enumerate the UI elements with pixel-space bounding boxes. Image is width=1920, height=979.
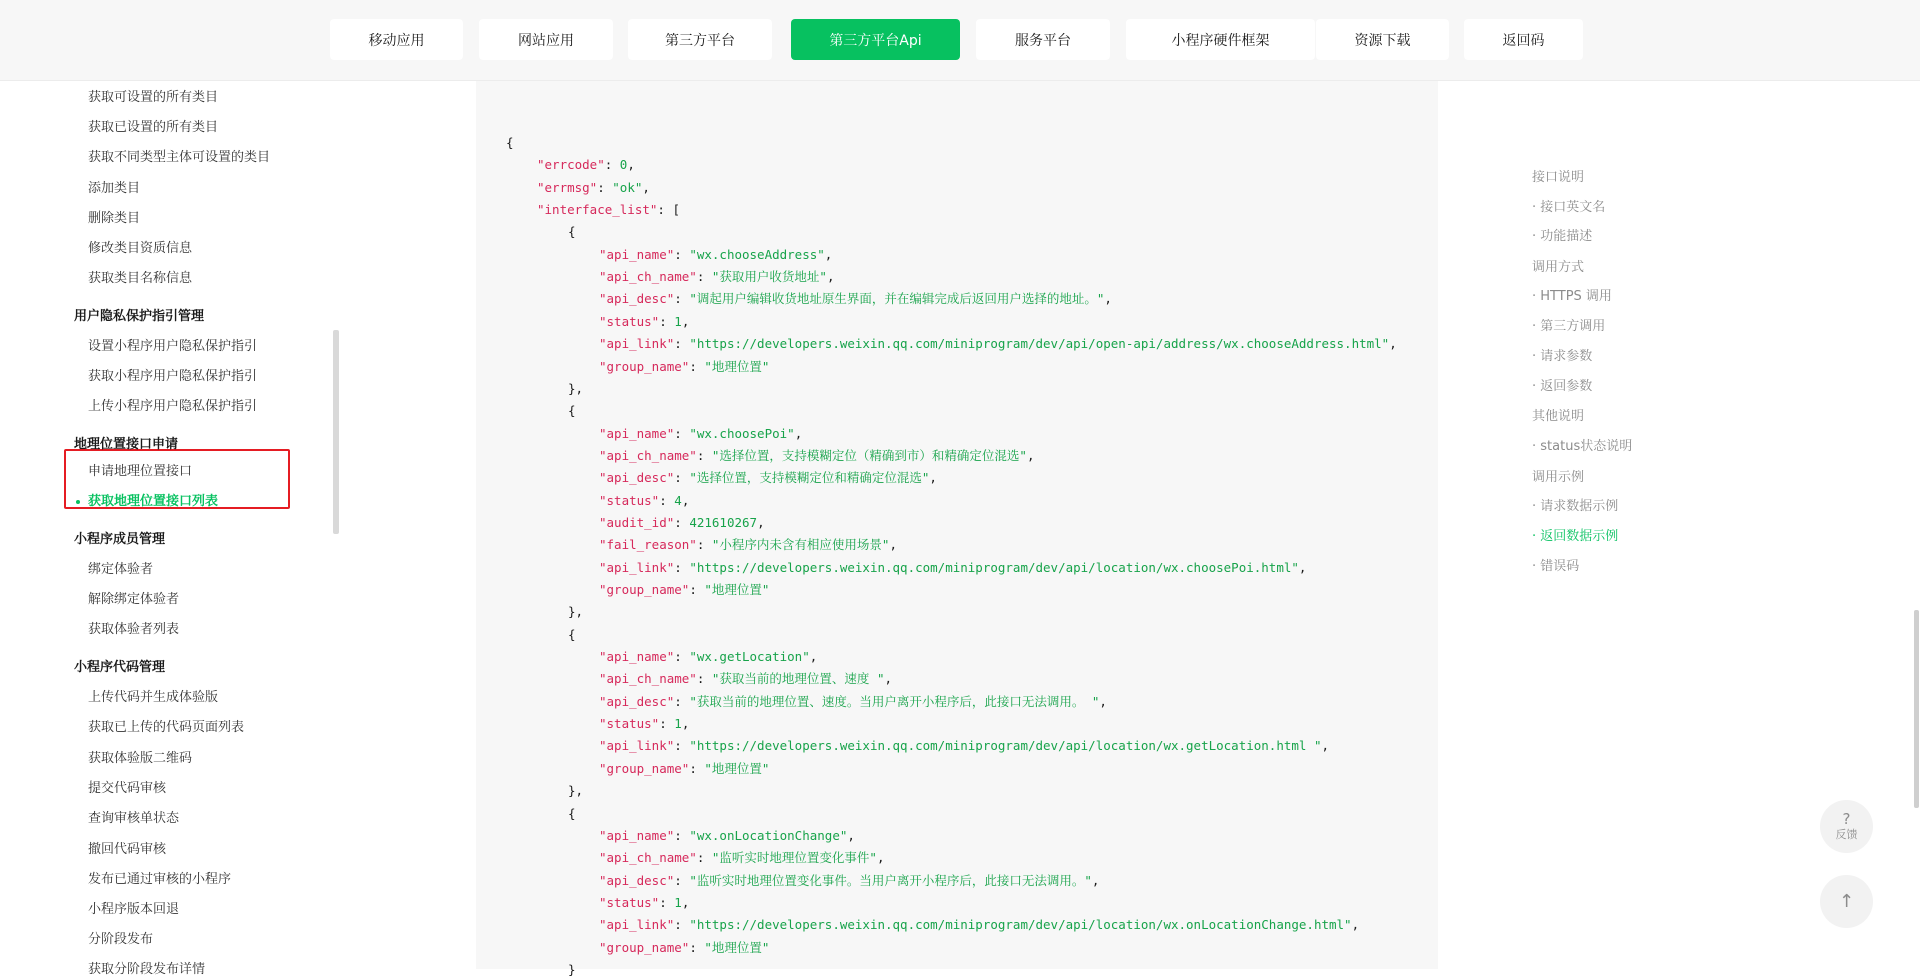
active-item-dot	[76, 500, 80, 504]
json-value: 1	[674, 313, 682, 329]
code-line	[568, 402, 576, 420]
sidebar-item[interactable]: 获取类目名称信息	[88, 271, 193, 286]
nav-tab-service-platform[interactable]: 服务平台	[976, 19, 1110, 60]
sidebar	[0, 81, 338, 977]
code-line	[537, 179, 650, 197]
toc-subsection-link[interactable]: · 错误码	[1532, 559, 1580, 574]
json-punctuation: :	[674, 246, 690, 262]
json-key: "api_name"	[599, 425, 675, 441]
json-punctuation: ,	[681, 716, 690, 732]
sidebar-item[interactable]: 获取小程序用户隐私保护指引	[88, 369, 258, 384]
code-line	[599, 335, 1397, 353]
sidebar-item[interactable]: 删除类目	[88, 211, 141, 226]
toc-section-link[interactable]: 其他说明	[1532, 409, 1585, 424]
sidebar-item[interactable]: 获取可设置的所有类目	[88, 90, 219, 105]
json-value: "地理位置"	[704, 939, 770, 955]
json-punctuation: {	[568, 805, 576, 821]
json-key: "status"	[599, 716, 660, 732]
toc-subsection-link[interactable]: · 返回数据示例	[1532, 529, 1619, 544]
sidebar-item[interactable]: 获取地理位置接口列表	[88, 494, 219, 509]
json-punctuation: : [	[657, 202, 680, 218]
code-line	[599, 939, 769, 957]
toc-subsection-link[interactable]: · 返回参数	[1532, 379, 1593, 394]
json-key: "api_name"	[599, 649, 675, 665]
code-line	[599, 492, 689, 510]
sidebar-item[interactable]: 分阶段发布	[88, 932, 154, 947]
code-line	[599, 693, 1107, 711]
code-line	[599, 358, 769, 376]
json-punctuation: ,	[757, 514, 765, 530]
json-value: "选择位置，支持模糊定位（精确到市）和精确定位混选"	[711, 447, 1027, 463]
json-punctuation: :	[674, 336, 690, 352]
json-value: "https://developers.weixin.qq.com/miniprogram/dev/api/location/wx.choosePoi.html"	[689, 559, 1299, 575]
json-punctuation: ,	[826, 269, 835, 285]
sidebar-item[interactable]: 获取已设置的所有类目	[88, 120, 219, 135]
json-punctuation: :	[696, 447, 712, 463]
toc-section-link[interactable]: 接口说明	[1532, 170, 1585, 185]
json-value: "地理位置"	[704, 582, 770, 597]
json-punctuation: ,	[884, 671, 893, 687]
json-punctuation: ,	[627, 157, 635, 173]
json-punctuation: ,	[809, 649, 818, 665]
json-key: "api_ch_name"	[599, 671, 697, 687]
json-punctuation: ,	[681, 313, 690, 329]
json-punctuation: :	[604, 157, 620, 173]
json-punctuation: ,	[1389, 336, 1397, 352]
json-value: "https://developers.weixin.qq.com/miniprogram/dev/api/location/wx.getLocation.html "	[689, 738, 1322, 754]
code-line	[599, 313, 689, 331]
json-punctuation: :	[674, 738, 690, 754]
sidebar-item[interactable]: 发布已通过审核的小程序	[88, 872, 232, 887]
code-line	[599, 872, 1099, 890]
json-punctuation: :	[674, 559, 690, 575]
json-punctuation: :	[696, 537, 712, 553]
sidebar-group-heading: 小程序代码管理	[74, 660, 166, 675]
sidebar-item[interactable]: 申请地理位置接口	[88, 464, 193, 479]
json-key: "group_name"	[599, 760, 690, 776]
json-key: "interface_list"	[537, 202, 658, 218]
sidebar-item[interactable]: 获取已上传的代码页面列表	[88, 720, 245, 735]
json-punctuation: ,	[1104, 291, 1112, 307]
json-value: 0	[619, 157, 628, 173]
sidebar-item[interactable]: 小程序版本回退	[88, 902, 180, 917]
sidebar-item[interactable]: 上传小程序用户隐私保护指引	[88, 399, 258, 414]
json-key: "api_link"	[599, 559, 675, 575]
json-punctuation: ,	[824, 246, 833, 262]
json-key: "errcode"	[537, 157, 605, 173]
code-line	[599, 916, 1359, 934]
toc-subsection-link[interactable]: · 请求参数	[1532, 349, 1593, 364]
json-punctuation: :	[674, 514, 690, 530]
toc-subsection-link[interactable]: · 请求数据示例	[1532, 499, 1619, 514]
json-value: "wx.onLocationChange"	[689, 827, 848, 843]
sidebar-scrollbar[interactable]	[333, 330, 339, 534]
nav-tab-mobile-app[interactable]: 移动应用	[330, 19, 463, 60]
json-value: "小程序内未含有相应使用场景"	[711, 537, 890, 553]
json-value: "wx.choosePoi"	[689, 425, 795, 441]
json-key: "api_desc"	[599, 693, 675, 709]
json-punctuation: ,	[889, 537, 897, 553]
json-key: "status"	[599, 492, 660, 508]
sidebar-item[interactable]: 解除绑定体验者	[88, 592, 180, 607]
json-punctuation: :	[674, 291, 690, 307]
code-line	[599, 246, 832, 264]
json-punctuation: ,	[642, 179, 650, 195]
nav-tab-resource-download[interactable]: 资源下载	[1316, 19, 1449, 60]
feedback-button[interactable]	[1820, 800, 1873, 853]
code-line	[599, 760, 769, 778]
code-line	[568, 626, 576, 644]
json-punctuation: :	[674, 649, 690, 665]
code-line	[599, 559, 1306, 577]
code-line	[599, 849, 885, 867]
question-icon: ?	[1842, 809, 1851, 828]
sidebar-group-heading: 地理位置接口申请	[74, 437, 179, 452]
code-line	[599, 737, 1329, 755]
sidebar-item[interactable]: 提交代码审核	[88, 781, 167, 796]
code-line	[537, 201, 680, 219]
json-punctuation: }	[568, 961, 576, 977]
code-line	[599, 290, 1112, 308]
json-punctuation: ,	[681, 894, 690, 910]
code-line	[599, 268, 835, 286]
json-punctuation: :	[689, 760, 705, 776]
sidebar-item[interactable]: 上传代码并生成体验版	[88, 690, 219, 705]
json-punctuation: :	[674, 827, 690, 843]
json-punctuation: :	[674, 693, 690, 709]
code-line	[599, 425, 802, 443]
json-punctuation: {	[568, 403, 576, 419]
json-value: "获取当前的地理位置、速度 "	[711, 671, 885, 687]
nav-tab-third-party-platform-api[interactable]: 第三方平台Api	[791, 19, 960, 60]
json-key: "fail_reason"	[599, 537, 697, 553]
toc-subsection-link[interactable]: · 第三方调用	[1532, 319, 1606, 334]
json-value: "https://developers.weixin.qq.com/miniprogram/dev/api/location/wx.onLocationChange.html"	[689, 917, 1352, 933]
json-punctuation: {	[568, 626, 576, 642]
json-key: "api_ch_name"	[599, 850, 697, 866]
json-value: "ok"	[612, 179, 643, 195]
json-punctuation: ,	[847, 827, 855, 843]
json-punctuation: ,	[929, 470, 937, 486]
json-punctuation: :	[689, 939, 705, 955]
json-punctuation: :	[597, 179, 613, 195]
json-key: "api_link"	[599, 336, 675, 352]
json-punctuation: ,	[794, 425, 803, 441]
json-key: "status"	[599, 313, 660, 329]
json-punctuation: ,	[1351, 917, 1360, 933]
nav-tab-third-party-platform[interactable]: 第三方平台	[628, 19, 772, 60]
json-punctuation: ,	[1099, 693, 1107, 709]
json-key: "status"	[599, 894, 660, 910]
json-punctuation: },	[568, 380, 584, 396]
json-punctuation: :	[659, 313, 675, 329]
json-key: "api_desc"	[599, 291, 675, 307]
json-value: "获取用户收货地址"	[711, 269, 827, 285]
sidebar-item[interactable]: 修改类目资质信息	[88, 241, 193, 256]
code-line	[599, 514, 765, 532]
code-line	[568, 961, 576, 979]
json-key: "group_name"	[599, 939, 690, 955]
json-key: "errmsg"	[537, 179, 598, 195]
json-punctuation: :	[659, 492, 675, 508]
json-value: "监听实时地理位置变化事件。当用户离开小程序后，此接口无法调用。"	[689, 872, 1092, 888]
json-punctuation: :	[689, 358, 705, 374]
json-key: "api_desc"	[599, 872, 675, 888]
sidebar-item[interactable]: 设置小程序用户隐私保护指引	[88, 339, 258, 354]
code-line	[599, 581, 769, 599]
code-line	[568, 603, 583, 621]
json-key: "api_name"	[599, 827, 675, 843]
feedback-label: 反馈	[1835, 827, 1858, 841]
json-punctuation: ,	[876, 850, 885, 866]
json-value: 421610267	[689, 514, 758, 530]
code-line	[568, 805, 576, 823]
json-punctuation: },	[568, 783, 584, 799]
nav-tab-mini-program-hardware-framework[interactable]: 小程序硬件框架	[1126, 19, 1315, 60]
json-punctuation: :	[696, 269, 712, 285]
code-line	[599, 536, 897, 554]
json-value: "调起用户编辑收货地址原生界面，并在编辑完成后返回用户选择的地址。"	[689, 291, 1105, 307]
json-punctuation: :	[696, 671, 712, 687]
json-key: "api_link"	[599, 917, 675, 933]
top-nav	[0, 0, 1920, 81]
json-value: "地理位置"	[704, 358, 770, 374]
json-punctuation: :	[674, 425, 690, 441]
sidebar-item[interactable]: 获取体验者列表	[88, 622, 180, 637]
json-punctuation: {	[568, 224, 576, 240]
json-punctuation: ,	[1298, 559, 1307, 575]
page-scrollbar[interactable]	[1914, 610, 1919, 808]
nav-tab-website-app[interactable]: 网站应用	[479, 19, 613, 60]
json-punctuation: ,	[1091, 872, 1100, 888]
nav-tab-return-code[interactable]: 返回码	[1464, 19, 1583, 60]
code-line	[568, 380, 583, 398]
json-key: "api_desc"	[599, 470, 675, 486]
json-value: "获取当前的地理位置、速度。当用户离开小程序后，此接口无法调用。 "	[689, 693, 1100, 709]
json-punctuation: :	[674, 917, 690, 933]
json-value: "地理位置"	[704, 760, 770, 776]
json-punctuation: :	[659, 716, 675, 732]
sidebar-item[interactable]: 绑定体验者	[88, 562, 154, 577]
json-key: "api_name"	[599, 246, 675, 262]
code-line	[599, 447, 1035, 465]
back-to-top-button[interactable]	[1820, 875, 1873, 928]
json-key: "api_link"	[599, 738, 675, 754]
sidebar-group-heading: 小程序成员管理	[74, 532, 166, 547]
json-punctuation: :	[674, 470, 690, 486]
code-line	[568, 223, 576, 241]
code-block	[476, 81, 1438, 977]
code-line	[599, 827, 855, 845]
json-punctuation: ,	[1321, 738, 1330, 754]
json-value: "选择位置，支持模糊定位和精确定位混选"	[689, 470, 930, 486]
code-line	[599, 648, 817, 666]
code-line	[599, 894, 689, 912]
json-key: "api_ch_name"	[599, 447, 697, 463]
sidebar-item[interactable]: 获取分阶段发布详情	[88, 962, 206, 977]
toc-section-link[interactable]: 调用方式	[1532, 260, 1585, 275]
json-punctuation: :	[696, 850, 712, 866]
sidebar-item[interactable]: 撤回代码审核	[88, 842, 167, 857]
json-punctuation: :	[689, 582, 705, 597]
json-key: "audit_id"	[599, 514, 675, 530]
json-value: 1	[674, 894, 682, 910]
json-value: "https://developers.weixin.qq.com/miniprogram/dev/api/open-api/address/wx.chooseAddress.html"	[689, 336, 1390, 352]
json-punctuation: :	[674, 872, 690, 888]
code-line	[568, 782, 583, 800]
json-value: 4	[674, 492, 682, 508]
toc-section-link[interactable]: 调用示例	[1532, 470, 1585, 485]
json-punctuation: {	[506, 135, 514, 150]
json-punctuation: ,	[681, 492, 690, 508]
toc-subsection-link[interactable]: · HTTPS 调用	[1532, 289, 1612, 304]
code-line	[506, 134, 514, 152]
sidebar-item[interactable]: 添加类目	[88, 181, 141, 196]
json-value: 1	[674, 716, 682, 732]
json-punctuation: ,	[1026, 447, 1035, 463]
json-key: "api_ch_name"	[599, 269, 697, 285]
code-line	[599, 469, 937, 487]
json-key: "group_name"	[599, 358, 690, 374]
json-value: "wx.getLocation"	[689, 649, 810, 665]
arrow-up-icon: ↑	[1838, 890, 1855, 912]
toc-subsection-link[interactable]: · 功能描述	[1532, 229, 1593, 244]
code-line	[599, 715, 689, 733]
sidebar-item[interactable]: 获取不同类型主体可设置的类目	[88, 150, 271, 165]
sidebar-item[interactable]: 查询审核单状态	[88, 811, 180, 826]
toc-subsection-link[interactable]: · status状态说明	[1532, 439, 1633, 454]
json-punctuation: },	[568, 604, 584, 620]
json-key: "group_name"	[599, 582, 690, 597]
toc-subsection-link[interactable]: · 接口英文名	[1532, 200, 1606, 215]
json-value: "监听实时地理位置变化事件"	[711, 850, 877, 866]
code-line	[537, 156, 635, 174]
sidebar-item[interactable]: 获取体验版二维码	[88, 751, 193, 766]
code-line	[599, 670, 892, 688]
json-value: "wx.chooseAddress"	[689, 246, 825, 262]
json-punctuation: :	[659, 894, 675, 910]
sidebar-group-heading: 用户隐私保护指引管理	[74, 309, 205, 324]
